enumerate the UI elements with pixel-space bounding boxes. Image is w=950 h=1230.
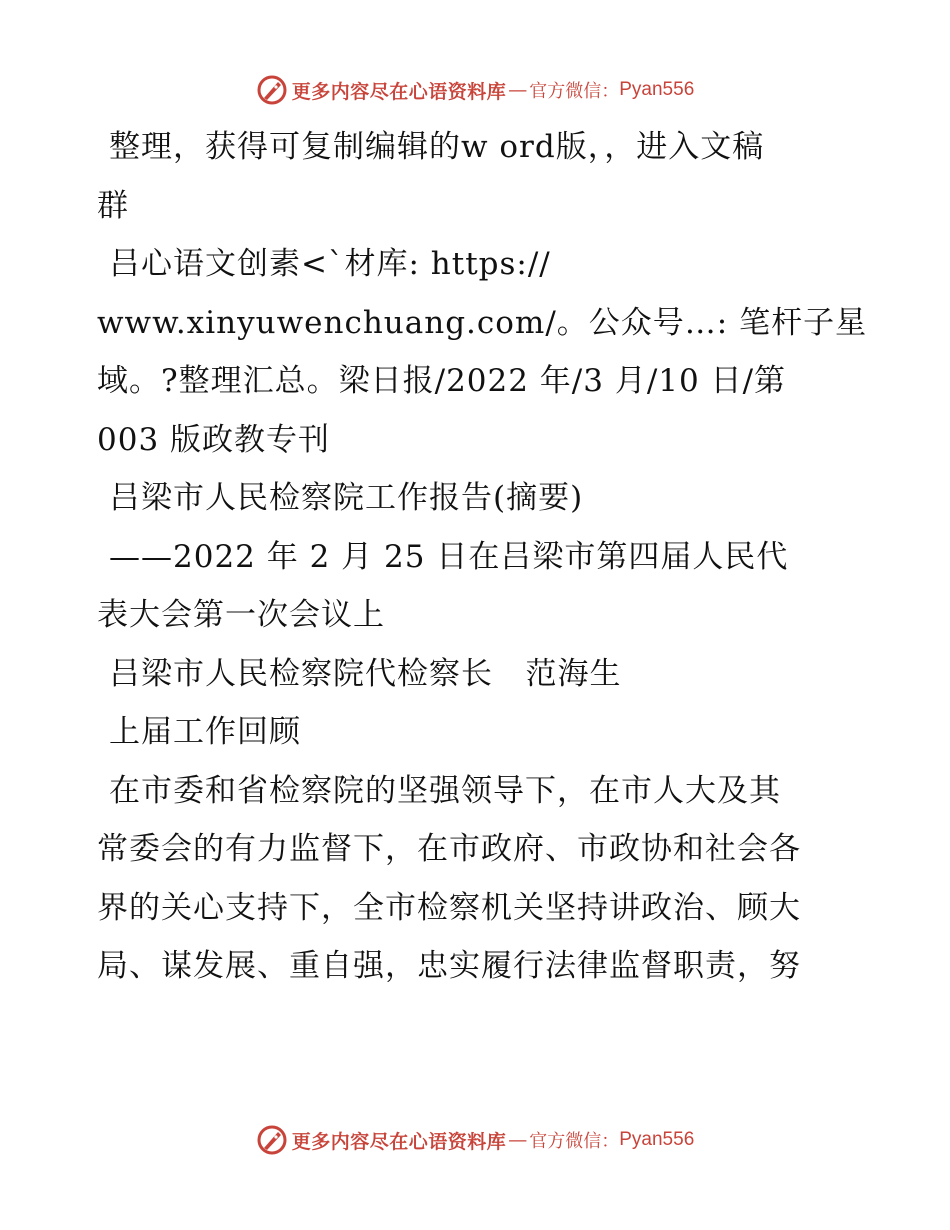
text-line: 吕梁市人民检察院工作报告(摘要) — [109, 480, 584, 516]
paragraph-intro — [97, 118, 857, 235]
section-heading — [97, 703, 857, 762]
banner-wechat-id: Pyan556 — [619, 79, 695, 100]
text-line: 在市委和省检察院的坚强领导下，在市人大及其 — [109, 772, 781, 809]
banner-title: 更多内容尽在心语资料库 — [291, 80, 507, 103]
footer-watermark-banner — [0, 1120, 950, 1160]
text-line: www.xinyuwenchuang.com/。公众号…: 笔杆子星 — [97, 304, 868, 341]
banner-dash: — — [508, 79, 528, 101]
text-line: 表大会第一次会议上 — [97, 597, 385, 633]
text-line: 局、谋发展、重自强，忠实履行法律监督职责，努 — [97, 948, 801, 984]
text-line: 上届工作回顾 — [109, 714, 301, 750]
text-line: 吕梁市人民检察院代检察长 范海生 — [109, 655, 622, 692]
text-line: 群 — [97, 187, 129, 224]
paragraph-review — [97, 762, 857, 996]
header-watermark-banner — [0, 70, 950, 110]
text-line: 域。?整理汇总。梁日报/2022 年/3 月/10 日/第 — [97, 363, 787, 399]
text-line: 003 版政教专刊 — [97, 421, 331, 458]
text-line: 界的关心支持下，全市检察机关坚持讲政治、顾大 — [97, 889, 801, 926]
text-line: 整理，获得可复制编辑的w ord版，，进入文稿 — [109, 129, 765, 165]
document-body — [97, 118, 868, 996]
text-line: 吕心语文创素<`材库: https:// — [109, 246, 551, 282]
text-line: 常委会的有力监督下，在市政府、市政协和社会各 — [97, 831, 801, 867]
report-title — [97, 469, 857, 528]
report-author — [97, 645, 857, 704]
banner-title: 更多内容尽在心语资料库 — [291, 1130, 507, 1153]
banner-subtitle: 官方微信： — [529, 81, 620, 102]
text-line: ——2022 年 2 月 25 日在吕梁市第四届人民代 — [109, 538, 789, 575]
banner-subtitle: 官方微信： — [529, 1131, 620, 1152]
banner-wechat-id: Pyan556 — [619, 1129, 695, 1150]
pen-nib-logo-icon — [256, 74, 288, 106]
report-subtitle — [97, 528, 857, 645]
paragraph-source — [97, 235, 868, 469]
banner-dash: — — [508, 1129, 528, 1151]
pen-nib-logo-icon — [256, 1124, 288, 1156]
